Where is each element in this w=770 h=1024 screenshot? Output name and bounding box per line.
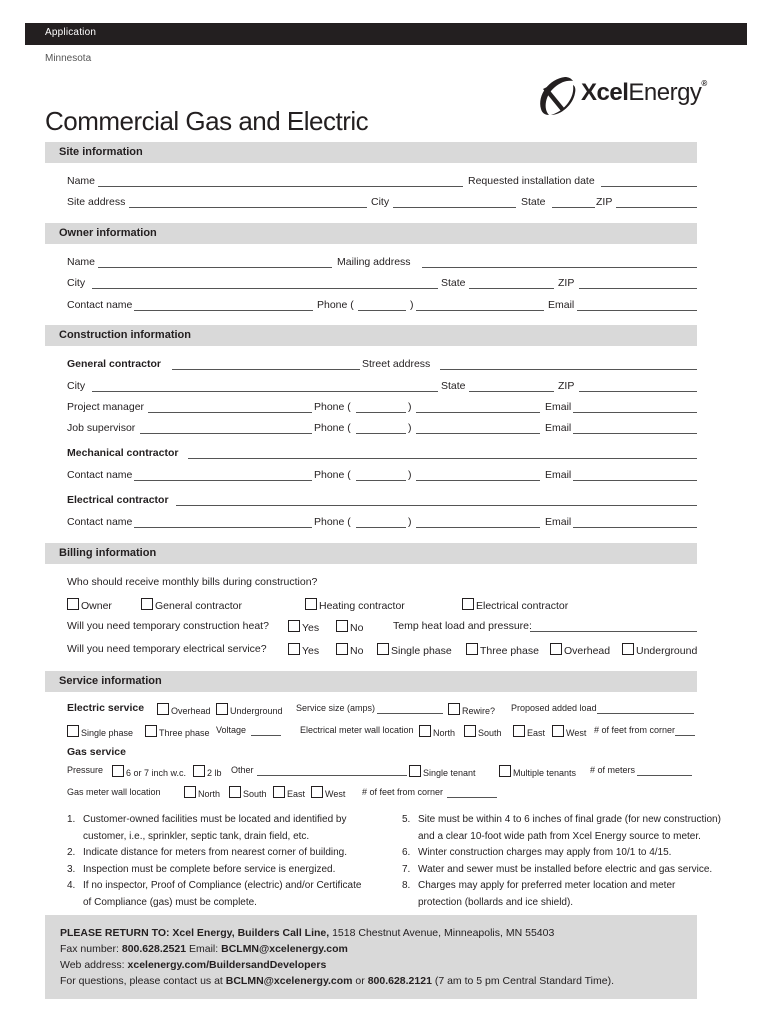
- section-site: [45, 142, 697, 163]
- gc-street-label: Street address: [362, 358, 431, 370]
- section-owner: [45, 223, 697, 244]
- gm-feet-label: # of feet from corner: [362, 787, 444, 797]
- single-tenant[interactable]: Single tenant: [409, 765, 476, 778]
- install-date-field[interactable]: [601, 186, 697, 187]
- checkbox[interactable]: [193, 765, 205, 777]
- checkbox[interactable]: [409, 765, 421, 777]
- checkbox[interactable]: [499, 765, 511, 777]
- site-name-label: Name: [67, 175, 96, 187]
- note-line: and a clear 10-foot wide path from Xcel Energy source to meter.: [418, 830, 701, 842]
- notes-right: [402, 812, 732, 911]
- temp-elec-yes[interactable]: Yes: [288, 643, 319, 657]
- service-size-label: Service size (amps): [296, 703, 376, 713]
- es-overhead[interactable]: Overhead: [157, 703, 211, 716]
- owner-contact-field[interactable]: [134, 310, 313, 311]
- mc-phone-field[interactable]: [416, 480, 540, 481]
- bill-gc-option[interactable]: General contractor: [141, 598, 242, 612]
- em-west[interactable]: West: [552, 725, 586, 738]
- note-line: 3. Inspection must be complete before service is energized.: [67, 863, 336, 875]
- gas-wall-label: Gas meter wall location: [67, 787, 161, 797]
- pm-email-field[interactable]: [573, 412, 697, 413]
- pm-label: Project manager: [67, 401, 145, 413]
- mc-contact-label: Contact name: [67, 469, 133, 481]
- ec-field[interactable]: [176, 505, 697, 506]
- temp-elec-underground[interactable]: Underground: [622, 643, 697, 657]
- mc-email-label: Email: [545, 469, 572, 481]
- pm-phone-label: Phone (: [314, 401, 351, 413]
- gm-west[interactable]: West: [311, 786, 345, 799]
- checkbox[interactable]: [622, 643, 634, 655]
- js-phone-area-field[interactable]: [356, 433, 406, 434]
- checkbox[interactable]: [513, 725, 525, 737]
- es-three[interactable]: Three phase: [145, 725, 210, 738]
- es-underground[interactable]: Underground: [216, 703, 283, 716]
- mc-phone-area-field[interactable]: [356, 480, 406, 481]
- mc-contact-field[interactable]: [134, 480, 312, 481]
- em-south[interactable]: South: [464, 725, 502, 738]
- ec-phone-label: Phone (: [314, 516, 351, 528]
- ec-label: Electrical contractor: [67, 494, 169, 506]
- owner-mailing-field[interactable]: [422, 267, 697, 268]
- multiple-tenants[interactable]: Multiple tenants: [499, 765, 576, 778]
- js-phone-field[interactable]: [416, 433, 540, 434]
- temp-elec-no[interactable]: No: [336, 643, 363, 657]
- gm-north[interactable]: North: [184, 786, 220, 799]
- site-name-field[interactable]: [98, 186, 463, 187]
- note-line: 1. Customer-owned facilities must be located and identified by: [67, 814, 347, 825]
- site-state-field[interactable]: [552, 207, 595, 208]
- mc-label: Mechanical contractor: [67, 447, 179, 459]
- js-field[interactable]: [140, 433, 312, 434]
- xcel-swoosh-icon: [535, 75, 579, 117]
- owner-email-label: Email: [548, 299, 575, 311]
- em-feet-label: # of feet from corner: [594, 725, 676, 735]
- state-label: Minnesota: [45, 53, 92, 64]
- voltage-field[interactable]: [251, 735, 281, 736]
- checkbox[interactable]: [466, 643, 478, 655]
- checkbox[interactable]: [273, 786, 285, 798]
- service-size-field[interactable]: [377, 713, 443, 714]
- owner-state-field[interactable]: [469, 288, 554, 289]
- web-link[interactable]: xcelenergy.com/BuildersandDevelopers: [127, 959, 327, 971]
- temp-elec-three[interactable]: Three phase: [466, 643, 539, 657]
- note-line: customer, i.e., sprinkler, septic tank, drain field, etc.: [83, 830, 310, 842]
- section-billing: [45, 543, 697, 564]
- pressure-2lb[interactable]: 2 lb: [193, 765, 222, 778]
- paren: ): [408, 469, 412, 481]
- checkbox[interactable]: [305, 598, 317, 610]
- section-heading: Construction information: [59, 329, 191, 341]
- owner-name-field[interactable]: [98, 267, 332, 268]
- ec-phone-field[interactable]: [416, 527, 540, 528]
- logo-text-bold: Xcel: [581, 79, 629, 106]
- checkbox[interactable]: [112, 765, 124, 777]
- return-line: PLEASE RETURN TO: Xcel Energy, Builders Call Line, 1518 Chestnut Avenue, Minneapolis, MN 55403: [60, 927, 555, 939]
- owner-phone-field[interactable]: [416, 310, 544, 311]
- logo-reg-mark: ®: [701, 79, 707, 88]
- temp-heat-load-field[interactable]: [530, 631, 697, 632]
- temp-heat-question: Will you need temporary construction heat?: [67, 620, 269, 632]
- checkbox[interactable]: [216, 703, 228, 715]
- paren: ): [408, 401, 412, 413]
- meter-wall-label: Electrical meter wall location: [300, 725, 414, 735]
- num-meters-field[interactable]: [637, 775, 692, 776]
- gc-city-field[interactable]: [92, 391, 438, 392]
- owner-city-field[interactable]: [92, 288, 438, 289]
- checkbox[interactable]: [448, 703, 460, 715]
- section-construction: [45, 325, 697, 346]
- site-zip-field[interactable]: [616, 207, 697, 208]
- paren: ): [410, 299, 414, 311]
- note-line: 6. Winter construction charges may apply from 10/1 to 4/15.: [402, 847, 672, 858]
- notes-left: [67, 812, 397, 911]
- note-line: 5. Site must be within 4 to 6 inches of final grade (for new construction): [402, 814, 721, 825]
- section-heading: Service information: [59, 675, 162, 687]
- ec-email-label: Email: [545, 516, 572, 528]
- checkbox[interactable]: [67, 725, 79, 737]
- section-heading: Site information: [59, 146, 143, 158]
- electric-service-label: Electric service: [67, 702, 145, 714]
- checkbox[interactable]: [311, 786, 323, 798]
- gc-street-field[interactable]: [440, 369, 697, 370]
- em-east[interactable]: East: [513, 725, 545, 738]
- rewire-option[interactable]: Rewire?: [448, 703, 495, 716]
- checkbox[interactable]: [462, 598, 474, 610]
- owner-mailing-label: Mailing address: [337, 256, 411, 268]
- checkbox[interactable]: [552, 725, 564, 737]
- voltage-label: Voltage: [216, 725, 247, 735]
- ec-phone-area-field[interactable]: [356, 527, 406, 528]
- gm-east[interactable]: East: [273, 786, 305, 799]
- checkbox[interactable]: [550, 643, 562, 655]
- logo-text-light: Energy: [628, 79, 702, 106]
- owner-name-label: Name: [67, 256, 96, 268]
- questions-line: For questions, please contact us at BCLMN@xcelenergy.com or 800.628.2121 (7 am to 5 pm Central Standard Time).: [60, 975, 614, 987]
- pressure-other-field[interactable]: [257, 775, 407, 776]
- bill-ec-option[interactable]: Electrical contractor: [462, 598, 568, 612]
- note-line: 4. If no inspector, Proof of Compliance (electric) and/or Certificate: [67, 880, 362, 891]
- owner-phone-label: Phone (: [317, 299, 354, 311]
- owner-contact-label: Contact name: [67, 299, 133, 311]
- checkbox[interactable]: [229, 786, 241, 798]
- temp-heat-yes[interactable]: Yes: [288, 620, 319, 634]
- em-north[interactable]: North: [419, 725, 455, 738]
- gc-state-label: State: [441, 380, 466, 392]
- owner-phone-area-field[interactable]: [358, 310, 406, 311]
- checkbox[interactable]: [336, 643, 348, 655]
- gas-service-label: Gas service: [67, 746, 126, 758]
- temp-elec-question: Will you need temporary electrical service?: [67, 643, 267, 655]
- header-bar: [25, 23, 747, 45]
- gc-zip-label: ZIP: [558, 380, 575, 392]
- fax-line: Fax number: 800.628.2521 Email: BCLMN@xcelenergy.com: [60, 943, 348, 955]
- gc-zip-field[interactable]: [579, 391, 697, 392]
- site-city-label: City: [371, 196, 390, 208]
- pm-field[interactable]: [148, 412, 312, 413]
- question-email-link[interactable]: BCLMN@xcelenergy.com: [225, 975, 353, 987]
- proposed-load-field[interactable]: [597, 713, 694, 714]
- note-line: 2. Indicate distance for meters from nearest corner of building.: [67, 847, 348, 858]
- web-line: Web address: xcelenergy.com/BuildersandDevelopers: [60, 959, 327, 971]
- pm-phone-field[interactable]: [416, 412, 540, 413]
- owner-city-label: City: [67, 277, 86, 289]
- checkbox[interactable]: [419, 725, 431, 737]
- gm-feet-field[interactable]: [447, 797, 497, 798]
- section-service: [45, 671, 697, 692]
- owner-zip-label: ZIP: [558, 277, 575, 289]
- js-label: Job supervisor: [67, 422, 136, 434]
- checkbox[interactable]: [157, 703, 169, 715]
- gc-city-label: City: [67, 380, 86, 392]
- billing-question: Who should receive monthly bills during construction?: [67, 576, 318, 588]
- mc-email-field[interactable]: [573, 480, 697, 481]
- mc-field[interactable]: [188, 458, 697, 459]
- gm-south[interactable]: South: [229, 786, 267, 799]
- owner-state-label: State: [441, 277, 466, 289]
- temp-heat-no[interactable]: No: [336, 620, 363, 634]
- section-heading: Owner information: [59, 227, 157, 239]
- page-title: Commercial Gas and Electric: [45, 106, 369, 136]
- owner-email-field[interactable]: [577, 310, 697, 311]
- gc-state-field[interactable]: [469, 391, 554, 392]
- checkbox[interactable]: [288, 620, 300, 632]
- checkbox[interactable]: [336, 620, 348, 632]
- js-email-label: Email: [545, 422, 572, 434]
- temp-heat-load-label: Temp heat load and pressure:: [393, 620, 532, 632]
- bill-hc-option[interactable]: Heating contractor: [305, 598, 405, 612]
- ec-contact-field[interactable]: [134, 527, 312, 528]
- site-address-field[interactable]: [129, 207, 367, 208]
- note-line: 7. Water and sewer must be installed before electric and gas service.: [402, 863, 713, 875]
- site-zip-label: ZIP: [596, 196, 613, 208]
- header-label: Application: [45, 27, 97, 38]
- pm-email-label: Email: [545, 401, 572, 413]
- ec-contact-label: Contact name: [67, 516, 133, 528]
- owner-zip-field[interactable]: [579, 288, 697, 289]
- note-line: of Compliance (gas) must be complete.: [83, 896, 257, 908]
- pressure-6-7[interactable]: 6 or 7 inch w.c.: [112, 765, 186, 778]
- es-single[interactable]: Single phase: [67, 725, 133, 738]
- gc-field[interactable]: [172, 369, 360, 370]
- checkbox[interactable]: [145, 725, 157, 737]
- temp-elec-overhead[interactable]: Overhead: [550, 643, 610, 657]
- site-state-label: State: [521, 196, 546, 208]
- install-date-label: Requested installation date: [468, 175, 595, 187]
- js-email-field[interactable]: [573, 433, 697, 434]
- checkbox[interactable]: [67, 598, 79, 610]
- proposed-load-label: Proposed added load: [511, 703, 597, 713]
- checkbox[interactable]: [288, 643, 300, 655]
- pressure-label: Pressure: [67, 765, 104, 775]
- checkbox[interactable]: [141, 598, 153, 610]
- gc-label: General contractor: [67, 358, 161, 370]
- checkbox[interactable]: [184, 786, 196, 798]
- note-line: 8. Charges may apply for preferred meter location and meter: [402, 880, 676, 891]
- ec-email-field[interactable]: [573, 527, 697, 528]
- section-heading: Billing information: [59, 547, 157, 559]
- site-address-label: Site address: [67, 196, 126, 208]
- mc-phone-label: Phone (: [314, 469, 351, 481]
- paren: ): [408, 516, 412, 528]
- pm-phone-area-field[interactable]: [356, 412, 406, 413]
- note-line: protection (bollards and ice shield).: [418, 896, 574, 908]
- num-meters-label: # of meters: [590, 765, 636, 775]
- js-phone-label: Phone (: [314, 422, 351, 434]
- checkbox[interactable]: [377, 643, 389, 655]
- em-feet-field[interactable]: [675, 735, 695, 736]
- pressure-other-label: Other: [231, 765, 254, 775]
- paren: ): [408, 422, 412, 434]
- return-footer: [45, 915, 697, 999]
- site-city-field[interactable]: [393, 207, 516, 208]
- email-link[interactable]: BCLMN@xcelenergy.com: [221, 943, 348, 955]
- bill-owner-option[interactable]: Owner: [67, 598, 112, 612]
- checkbox[interactable]: [464, 725, 476, 737]
- temp-elec-single[interactable]: Single phase: [377, 643, 452, 657]
